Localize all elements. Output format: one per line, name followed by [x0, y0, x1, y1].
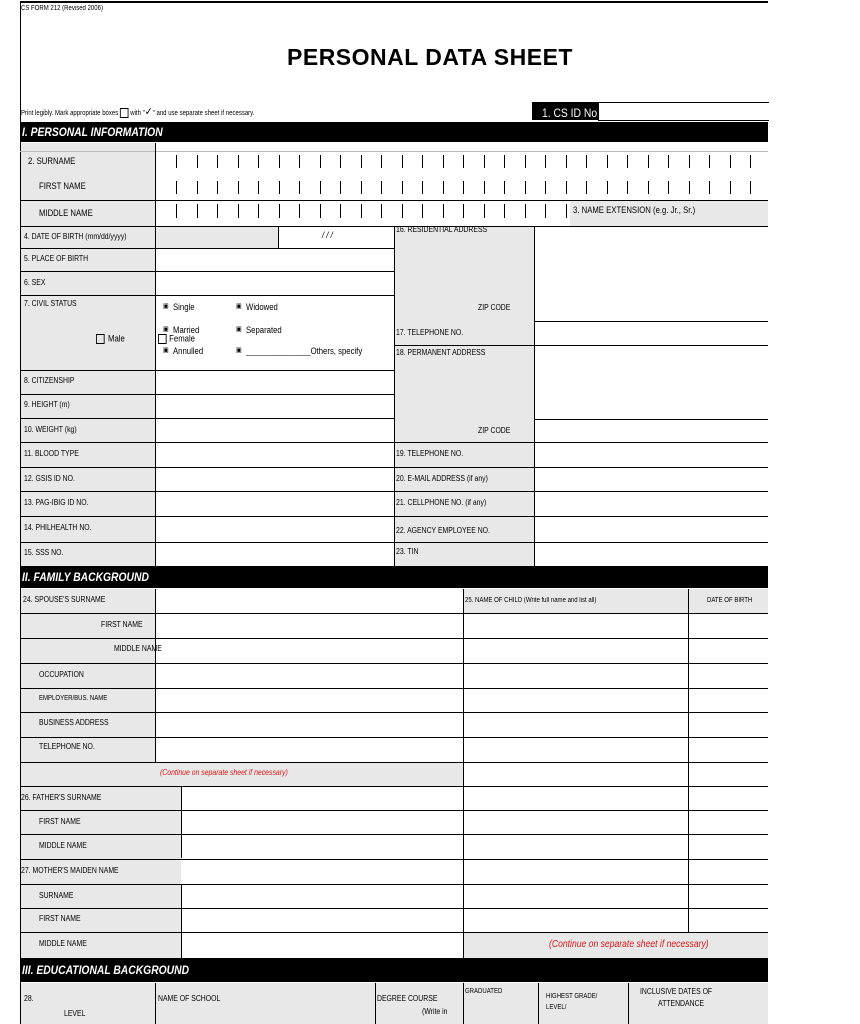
- letter-tick: [320, 204, 321, 218]
- pob-label: 5. PLACE OF BIRTH: [24, 254, 89, 263]
- inclusive-dates-header: INCLUSIVE DATES OF: [640, 987, 713, 996]
- csid-label: 1. CS ID No.: [542, 106, 600, 120]
- rule: [20, 688, 768, 689]
- rule: [20, 834, 768, 835]
- school-header: NAME OF SCHOOL: [158, 994, 221, 1003]
- highest-grade-header-2: LEVEL/: [546, 1004, 567, 1011]
- dob-slashes[interactable]: / / /: [322, 230, 333, 240]
- telephone-label-1: 17. TELEPHONE NO.: [396, 328, 464, 337]
- child-dob-clip: [689, 594, 768, 608]
- cellphone-label: 21. CELLPHONE NO. (if any): [396, 498, 487, 507]
- rule-v: [155, 589, 156, 762]
- letter-tick: [525, 204, 526, 218]
- spouse-middle-name-label: MIDDLE NAME: [114, 644, 162, 653]
- occupation-label: OCCUPATION: [39, 670, 84, 679]
- education-level-header: LEVEL: [64, 1009, 86, 1018]
- agency-no-label: 22. AGENCY EMPLOYEE NO.: [396, 526, 490, 535]
- blood-type-label: 11. BLOOD TYPE: [24, 449, 79, 458]
- rule: [394, 345, 768, 346]
- rule: [20, 712, 768, 713]
- child-dob-header: DATE OF BIRTH: [707, 597, 753, 604]
- single-option[interactable]: ▣ Single: [163, 302, 195, 312]
- male-option[interactable]: [96, 334, 125, 344]
- section-personal-title: I. PERSONAL INFORMATION: [22, 125, 163, 139]
- rule-v: [394, 226, 395, 566]
- rule-v: [375, 983, 376, 1024]
- mother-first-name-label: FIRST NAME: [39, 914, 81, 923]
- rule: [20, 762, 768, 763]
- letter-tick: [340, 204, 341, 218]
- father-middle-name-label: MIDDLE NAME: [39, 841, 87, 850]
- middle-name-label: MIDDLE NAME: [39, 208, 93, 218]
- rule: [20, 248, 394, 249]
- spouse-middle-clip: [96, 644, 162, 656]
- letter-tick: [238, 204, 239, 218]
- mother-middle-name-label: MIDDLE NAME: [39, 939, 87, 948]
- letter-tick: [566, 204, 567, 218]
- highest-grade-header: HIGHEST GRADE/: [546, 993, 598, 1000]
- rule: [20, 613, 768, 614]
- mother-surname-label: SURNAME: [39, 891, 74, 900]
- letter-tick: [463, 204, 464, 218]
- rule: [20, 370, 394, 371]
- page-title: PERSONAL DATA SHEET: [287, 44, 573, 70]
- female-label: Female: [169, 333, 195, 344]
- spouse-surname-label: 24. SPOUSE'S SURNAME: [23, 595, 106, 604]
- widowed-label: Widowed: [246, 302, 278, 312]
- telephone-label-2: 19. TELEPHONE NO.: [396, 449, 464, 458]
- degree-header-2: (Write in: [422, 1007, 448, 1016]
- rule: [20, 663, 768, 664]
- female-option[interactable]: [158, 334, 195, 344]
- instruction-end: " and use separate sheet if necessary.: [152, 110, 255, 117]
- section-family-title: II. FAMILY BACKGROUND: [22, 570, 149, 584]
- letter-tick: [258, 204, 259, 218]
- others-label: _______________Others, specify: [246, 346, 363, 356]
- rule: [20, 786, 768, 787]
- letter-tick: [422, 204, 423, 218]
- father-surname-label: 26. FATHER'S SURNAME: [21, 793, 102, 802]
- others-option[interactable]: ▣ _______________Others, specify: [236, 346, 363, 356]
- rule-v: [463, 589, 464, 958]
- degree-header: DEGREE COURSE: [377, 994, 438, 1003]
- separated-option[interactable]: ▣ Separated: [236, 325, 282, 335]
- surname-input[interactable]: [156, 152, 768, 199]
- rule: [534, 419, 768, 420]
- telephone-label-spouse: TELEPHONE NO.: [39, 742, 95, 751]
- philhealth-label: 14. PHILHEALTH NO.: [24, 523, 92, 532]
- annulled-label: Annulled: [173, 346, 204, 356]
- letter-tick: [279, 204, 280, 218]
- letter-tick: [402, 204, 403, 218]
- section-family-bar: [20, 566, 768, 588]
- rule: [20, 737, 768, 738]
- pagibig-label: 13. PAG-IBIG ID NO.: [24, 498, 89, 507]
- rule: [20, 638, 768, 639]
- dob-label: 4. DATE OF BIRTH (mm/dd/yyyy): [24, 232, 127, 241]
- spouse-first-clip: [96, 620, 155, 632]
- sex-label: 6. SEX: [24, 278, 46, 287]
- section-education-title: III. EDUCATIONAL BACKGROUND: [22, 963, 190, 977]
- rule-v: [181, 786, 182, 810]
- letter-tick: [504, 204, 505, 218]
- rule-v: [463, 983, 464, 1024]
- mother-maiden-label: 27. MOTHER'S MAIDEN NAME: [21, 866, 119, 875]
- rule: [534, 321, 768, 322]
- rule-v: [181, 884, 182, 958]
- form-code: CS FORM 212 (Revised 2006): [21, 5, 103, 12]
- section-education-bar: [20, 958, 768, 982]
- male-label: Male: [108, 333, 125, 344]
- rule: [20, 908, 768, 909]
- rule: [20, 418, 394, 419]
- letter-tick: [176, 204, 177, 218]
- res-address-label: 16. RESIDENTIAL ADDRESS: [396, 225, 488, 234]
- surname-label: 2. SURNAME: [28, 156, 76, 166]
- child-name-header: 25. NAME OF CHILD (Write full name and list all): [465, 597, 597, 604]
- rule: [20, 884, 768, 885]
- rule: [20, 271, 394, 272]
- rule: [20, 859, 768, 860]
- weight-label: 10. WEIGHT (kg): [24, 425, 77, 434]
- height-label: 9. HEIGHT (m): [24, 400, 70, 409]
- rule: [20, 810, 768, 811]
- spouse-first-name-label: FIRST NAME: [101, 620, 143, 629]
- rule-v: [688, 589, 689, 932]
- letter-tick: [197, 204, 198, 218]
- instruction-text: Print legibly. Mark appropriate boxes: [21, 110, 119, 117]
- widowed-option[interactable]: ▣ Widowed: [236, 302, 278, 312]
- zip-code-label-1: ZIP CODE: [478, 303, 511, 312]
- education-num: 28.: [24, 994, 34, 1003]
- single-label: Single: [173, 302, 195, 312]
- father-first-name-label: FIRST NAME: [39, 817, 81, 826]
- tin-label: 23. TIN: [396, 547, 419, 556]
- business-address-label: BUSINESS ADDRESS: [39, 718, 109, 727]
- checkbox-icon[interactable]: [158, 334, 167, 344]
- citizenship-label: 8. CITIZENSHIP: [24, 376, 75, 385]
- annulled-option[interactable]: ▣ Annulled: [163, 346, 204, 356]
- email-label: 20. E-MAIL ADDRESS (if any): [396, 474, 488, 483]
- letter-tick: [217, 204, 218, 218]
- rule-v: [181, 810, 182, 858]
- rule-v: [534, 226, 535, 566]
- first-name-label: FIRST NAME: [39, 181, 86, 191]
- sss-label: 15. SSS NO.: [24, 548, 64, 557]
- address-label-bg: [394, 226, 534, 566]
- perm-address-label: 18. PERMANENT ADDRESS: [396, 348, 486, 357]
- continue-note-1: (Continue on separate sheet if necessary): [160, 768, 288, 777]
- graduated-header: GRADUATED: [465, 988, 503, 995]
- civil-status-label: 7. CIVIL STATUS: [24, 299, 77, 308]
- attendance-header: ATTENDANCE: [658, 999, 705, 1008]
- rule-v: [538, 983, 539, 1024]
- name-ext-label: 3. NAME EXTENSION (e.g. Jr., Sr.): [573, 205, 696, 215]
- continue-note-2-clip: [464, 933, 768, 957]
- letter-tick: [381, 204, 382, 218]
- continue-note-2: (Continue on separate sheet if necessary): [549, 939, 709, 950]
- employer-label: EMPLOYER/BUS. NAME: [39, 695, 108, 702]
- checkbox-icon[interactable]: [96, 334, 105, 344]
- rule: [20, 394, 394, 395]
- letter-tick: [484, 204, 485, 218]
- rule-v: [628, 983, 629, 1024]
- check-mark-icon: ✓: [144, 106, 153, 118]
- letter-tick: [443, 204, 444, 218]
- married-option[interactable]: ▣ Married: [163, 325, 200, 335]
- instruction-quote: with ": [130, 110, 145, 117]
- letter-tick: [545, 204, 546, 218]
- letter-tick: [299, 204, 300, 218]
- rule-v: [155, 983, 156, 1024]
- rule: [20, 295, 394, 296]
- letter-tick: [361, 204, 362, 218]
- zip-code-label-2: ZIP CODE: [478, 426, 511, 435]
- gsis-label: 12. GSIS ID NO.: [24, 474, 75, 483]
- married-label: Married: [173, 325, 200, 335]
- separated-label: Separated: [246, 325, 282, 335]
